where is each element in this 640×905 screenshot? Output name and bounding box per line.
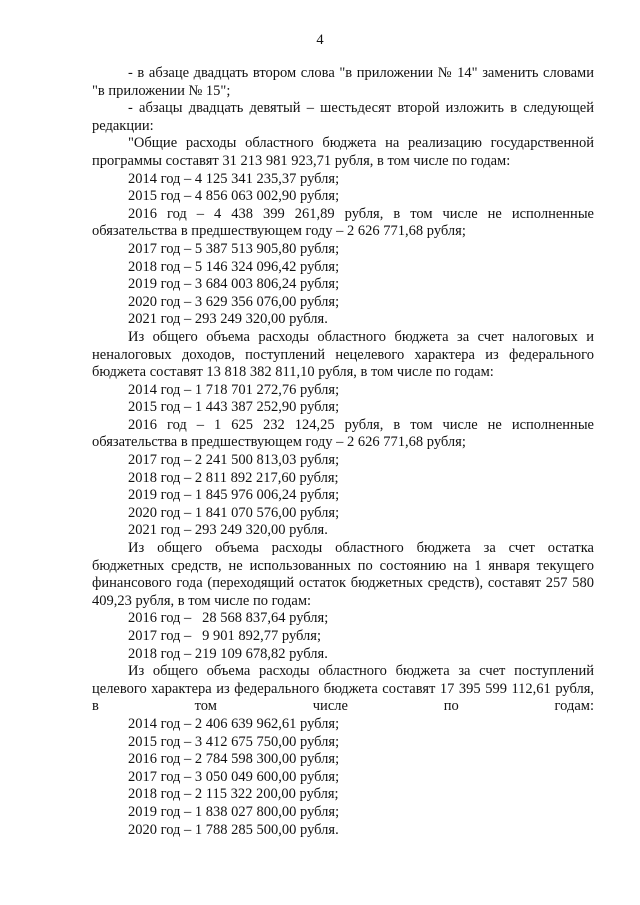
year-line: 2017 год – 2 241 500 813,03 рубля;: [128, 452, 340, 469]
federal-funds-paragraph: Из общего объема расходы областного бюджета за счет поступлений целевого характера из федерального бюджета составят 17 395 599 112,61 рубля, в том числе по годам:: [92, 663, 594, 715]
year-line: 2020 год – 1 841 070 576,00 рубля;: [128, 504, 340, 521]
year-line: 2020 год – 1 788 285 500,00 рубля.: [128, 821, 339, 838]
year-line: 2016 год – 28 568 837,64 рубля;: [128, 610, 329, 627]
amendment-paragraph: - в абзаце двадцать втором слова "в приложении № 14" заменить словами "в приложении № 15";: [92, 65, 594, 99]
year-line: 2015 год – 3 412 675 750,00 рубля;: [128, 733, 340, 750]
year-line: 2016 год – 2 784 598 300,00 рубля;: [128, 751, 340, 768]
tax-revenue-paragraph: Из общего объема расходы областного бюджета за счет налоговых и неналоговых доходов, поступлений нецелевого характера из федерального бюджета составят 13 818 382 811,10 рубля, в том числе по годам:: [92, 328, 594, 381]
year-line: 2015 год – 4 856 063 002,90 рубля;: [128, 188, 340, 205]
year-line: 2017 год – 3 050 049 600,00 рубля;: [128, 768, 340, 785]
year-line: 2018 год – 219 109 678,82 рубля.: [128, 645, 328, 662]
year-line: 2014 год – 1 718 701 272,76 рубля;: [128, 381, 340, 398]
year-line: 2018 год – 2 115 322 200,00 рубля;: [128, 786, 339, 803]
document-body: [92, 65, 594, 839]
year-line: 2021 год – 293 249 320,00 рубля.: [128, 522, 328, 539]
year-line: 2019 год – 1 845 976 006,24 рубля;: [128, 487, 340, 504]
year-line: 2015 год – 1 443 387 252,90 рубля;: [128, 399, 340, 416]
year-line: 2020 год – 3 629 356 076,00 рубля;: [128, 293, 340, 310]
year-paragraph: 2016 год – 4 438 399 261,89 рубля, в том числе не исполненные обязательства в предшествующем году – 2 626 771,68 рубля;: [92, 205, 594, 240]
amendment-paragraph: - абзацы двадцать девятый – шестьдесят второй изложить в следующей редакции:: [92, 100, 594, 134]
year-line: 2018 год – 2 811 892 217,60 рубля;: [128, 469, 339, 486]
balance-funds-paragraph: Из общего объема расходы областного бюджета за счет остатка бюджетных средств, не использованных по состоянию на 1 января текущего финансового года (переходящий остаток бюджетных средств), составят 257 580 409,23 рубля, в том числе по годам:: [92, 540, 594, 609]
year-line: 2021 год – 293 249 320,00 рубля.: [128, 311, 328, 328]
year-line: 2017 год – 5 387 513 905,80 рубля;: [128, 240, 340, 257]
year-line: 2018 год – 5 146 324 096,42 рубля;: [128, 258, 340, 275]
year-line: 2014 год – 4 125 341 235,37 рубля;: [128, 170, 340, 187]
year-line: 2019 год – 1 838 027 800,00 рубля;: [128, 803, 340, 820]
total-expenses-paragraph: "Общие расходы областного бюджета на реализацию государственной программы составят 31 213 981 923,71 рубля, в том числе по годам:: [92, 135, 594, 169]
year-line: 2017 год – 9 901 892,77 рубля;: [128, 628, 321, 644]
year-paragraph: 2016 год – 1 625 232 124,25 рубля, в том числе не исполненные обязательства в предшествующем году – 2 626 771,68 рубля;: [92, 416, 594, 451]
year-line: 2019 год – 3 684 003 806,24 рубля;: [128, 276, 340, 293]
year-line: 2014 год – 2 406 639 962,61 рубля;: [128, 715, 340, 732]
page-number: 4: [316, 32, 324, 48]
